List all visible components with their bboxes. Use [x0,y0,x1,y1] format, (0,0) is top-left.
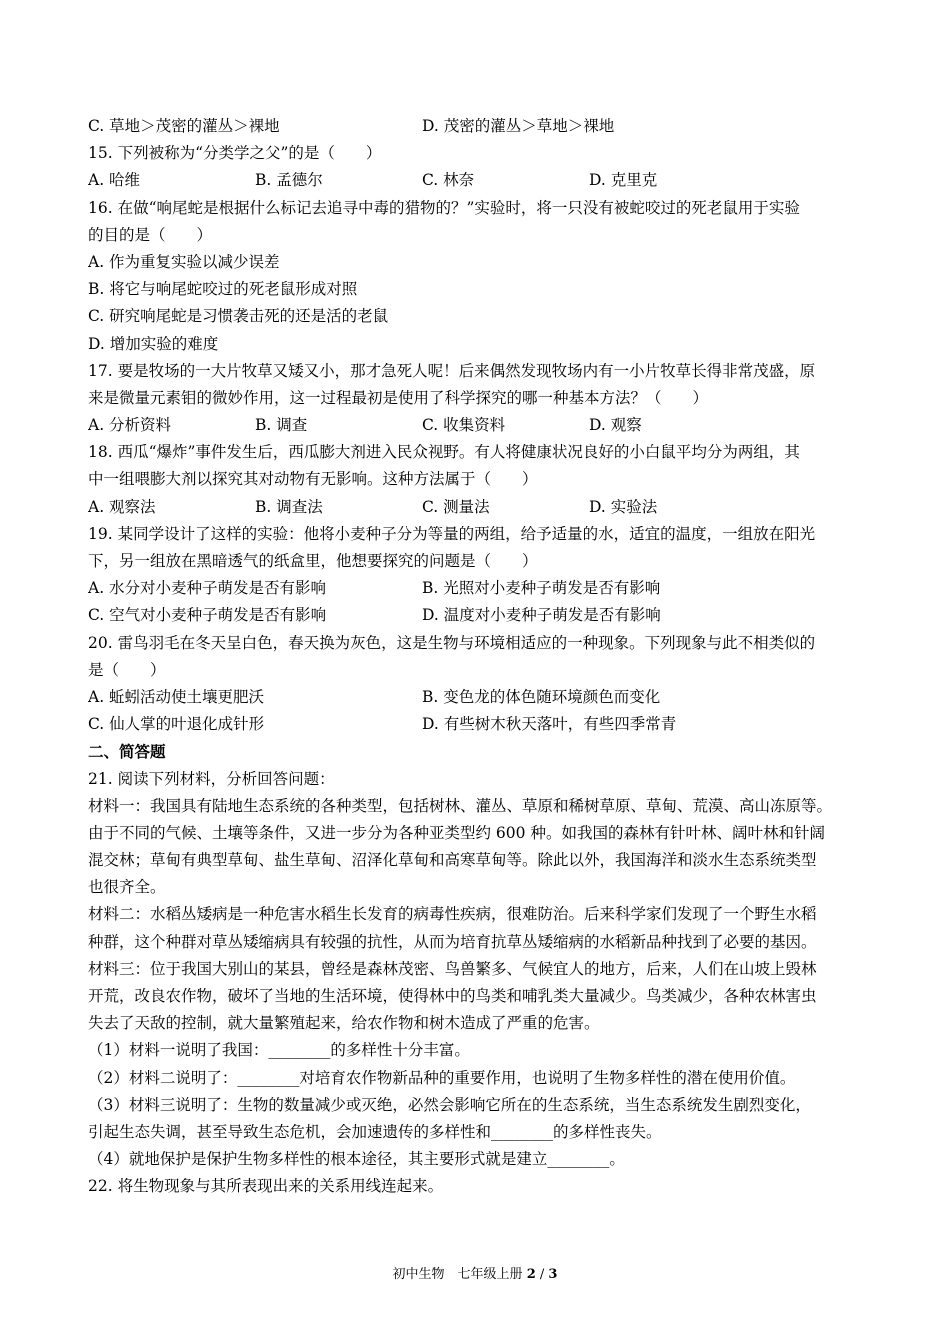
q20-option-d: D. 有些树木秋天落叶，有些四季常青 [422,715,677,734]
q17-option-c: C. 收集资料 [422,416,506,435]
q14-option-c: C. 草地＞茂密的灌丛＞裸地 [88,117,280,135]
q21-sub1: （1）材料一说明了我国：________的多样性十分丰富。 [88,1041,470,1060]
q21-sub4: （4）就地保护是保护生物多样性的根本途径，其主要形式就是建立________。 [88,1150,625,1169]
q18-option-c: C. 测量法 [422,497,490,516]
q18-option-a: A. 观察法 [88,497,156,516]
page-footer [0,1263,950,1282]
q20-option-c: C. 仙人掌的叶退化成针形 [88,715,265,734]
q20-option-a: A. 蚯蚓活动使土壤更肥沃 [88,687,265,706]
q15-options-row [88,167,866,194]
footer-separator: / [535,1267,549,1282]
q21-sub3-line1: （3）材料三说明了：生物的数量减少或灭绝，必然会影响它所在的生态系统，当生态系统发生剧烈变化， [88,1095,811,1114]
q19-option-c: C. 空气对小麦种子萌发是否有影响 [88,606,327,625]
q21-material1-line3: 混交林；草甸有典型草甸、盐生草甸、沼泽化草甸和高寒草甸等。除此以外，我国海洋和淡水生态系统类型 [88,851,817,870]
exam-page [88,113,866,1201]
section-heading: 二、简答题 [88,742,166,762]
q15-stem: 15. 下列被称为“分类学之父”的是（ ） [88,144,382,163]
q15-option-a: A. 哈维 [88,171,141,190]
q16-option-b: B. 将它与响尾蛇咬过的死老鼠形成对照 [88,280,358,299]
q19-option-a: A. 水分对小麦种子萌发是否有影响 [88,579,327,598]
q17-options-row [88,412,866,439]
q16-stem-line1: 16. 在做“响尾蛇是根据什么标记去追寻中毒的猎物的？”实验时，将一只没有被蛇咬过的死老鼠用于实验 [88,198,800,217]
q19-stem-line2: 下，另一组放在黑暗透气的纸盒里，他想要探究的问题是（ ） [88,552,538,570]
q21-stem: 21. 阅读下列材料，分析回答问题： [88,769,335,788]
q21-material1-line2: 由于不同的气候、土壤等条件，又进一步分为各种亚类型约 600 种。如我国的森林有针叶林、阔叶林和针阔 [88,823,825,842]
q20-options-row2 [88,711,866,738]
q20-option-b: B. 变色龙的体色随环境颜色而变化 [422,687,661,706]
q19-option-b: B. 光照对小麦种子萌发是否有影响 [422,579,661,598]
q18-stem-line2: 中一组喂膨大剂以探究其对动物有无影响。这种方法属于（ ） [88,470,538,489]
q18-option-d: D. 实验法 [589,497,658,516]
q18-stem-line1: 18. 西瓜“爆炸”事件发生后，西瓜膨大剂进入民众视野。有人将健康状况良好的小白鼠平均分为两组，其 [88,443,800,462]
q19-stem-line1: 19. 某同学设计了这样的实验：他将小麦种子分为等量的两组，给予适量的水，适宜的温度，一组放在阳光 [88,524,816,543]
q20-options-row1 [88,684,866,711]
footer-page-number: 2 [526,1267,536,1282]
q21-material3-line2: 开荒，改良农作物，破坏了当地的生活环境，使得林中的鸟类和哺乳类大量减少。鸟类减少，各种农林害虫 [88,987,817,1005]
q21-material1-line4: 也很齐全。 [88,878,166,897]
q16-option-c: C. 研究响尾蛇是习惯袭击死的还是活的老鼠 [88,307,389,326]
q19-options-row2 [88,602,866,629]
q17-option-b: B. 调查 [255,416,308,435]
q21-material2-line1: 材料二：水稻丛矮病是一种危害水稻生长发育的病毒性疾病，很难防治。后来科学家们发现了一个野生水稻 [88,905,817,924]
q21-material3-line1: 材料三：位于我国大别山的某县，曾经是森林茂密、鸟兽繁多、气候宜人的地方，后来，人们在山坡上毁林 [88,959,817,978]
q21-material2-line2: 种群，这个种群对草丛矮缩病具有较强的抗性，从而为培育抗草丛矮缩病的水稻新品种找到了必要的基因。 [88,932,817,951]
q15-option-b: B. 孟德尔 [255,171,323,190]
q20-stem-line2: 是（ ） [88,660,166,679]
q21-sub2: （2）材料二说明了：________对培育农作物新品种的重要作用，也说明了生物多样性的潜在使用价值。 [88,1068,796,1087]
q15-option-d: D. 克里克 [589,171,658,190]
q17-option-d: D. 观察 [589,416,642,435]
q21-material1-line1: 材料一：我国具有陆地生态系统的各种类型，包括树林、灌丛、草原和稀树草原、草甸、荒漠、高山冻原等。 [88,796,833,815]
q19-option-d: D. 温度对小麦种子萌发是否有影响 [422,606,661,625]
q17-option-a: A. 分析资料 [88,416,172,435]
q14-option-d: D. 茂密的灌丛＞草地＞裸地 [422,117,615,135]
q21-sub3-line2: 引起生态失调，甚至导致生态危机，会加速遗传的多样性和________的多样性丧失。 [88,1122,662,1141]
footer-subject: 初中生物 七年级上册 [392,1267,523,1282]
footer-total-pages: 3 [548,1267,558,1282]
q17-stem-line1: 17. 要是牧场的一大片牧草又矮又小，那才急死人呢！后来偶然发现牧场内有一小片牧草长得非常茂盛，原 [88,361,816,380]
q18-options-row [88,494,866,521]
q19-options-row1 [88,575,866,602]
q22-stem: 22. 将生物现象与其所表现出来的关系用线连起来。 [88,1177,444,1196]
q18-option-b: B. 调查法 [255,497,323,516]
q16-option-a: A. 作为重复实验以减少误差 [88,252,280,271]
q16-stem-line2: 的目的是（ ） [88,225,213,244]
q14-options-row [88,113,866,140]
q20-stem-line1: 20. 雷鸟羽毛在冬天呈白色，春天换为灰色，这是生物与环境相适应的一种现象。下列现象与此不相类似的 [88,633,816,652]
q17-stem-line2: 来是微量元素钼的微妙作用，这一过程最初是使用了科学探究的哪一种基本方法？（ ） [88,388,709,407]
q15-option-c: C. 林奈 [422,171,475,190]
q16-option-d: D. 增加实验的难度 [88,334,219,353]
q21-material3-line3: 失去了天敌的控制，就大量繁殖起来，给农作物和树木造成了严重的危害。 [88,1014,600,1033]
